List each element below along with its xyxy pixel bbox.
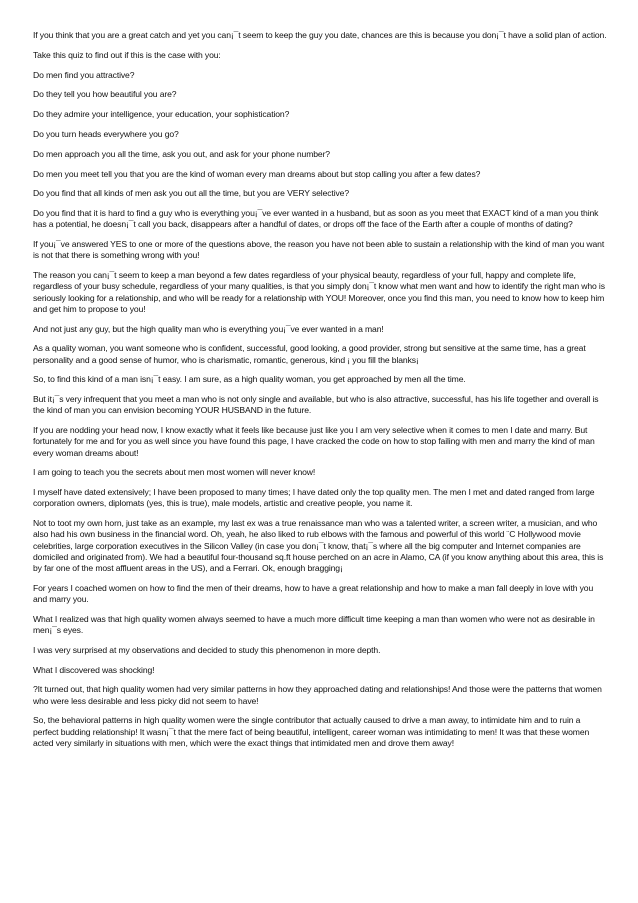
body-paragraph-quality-woman: As a quality woman, you want someone who is confident, successful, good looking, a good provider, strong but sensitive at the same time, has a great personality and a good sense of humor, who is charismatic, romantic, generous, kind ¡ you fill the blanks¡ <box>33 343 586 365</box>
quiz-question-selective: Do you find that all kinds of men ask you out all the time, but you are VERY selective? <box>33 188 349 199</box>
quiz-question-intelligence: Do they admire your intelligence, your education, your sophistication? <box>33 109 290 120</box>
body-paragraph-answered-yes: If you¡¯ve answered YES to one or more of the questions above, the reason you have not been able to sustain a relationship with the kind of man you want is not that there is something wrong with you! <box>33 239 605 261</box>
body-paragraph-reason: The reason you can¡¯t seem to keep a man beyond a few dates regardless of your physical beauty, regardless of your full, happy and complete life, regardless of your busy schedule, regardless of your many qualities, is that you simply don¡¯t know what men want and how to identify the right man who is seriously looking for a relationship, and who will be ready for a relationship with YOU! Moreover, once you find this man, you need to know how to keep him and get him to propose to you! <box>33 270 605 314</box>
body-paragraph-surprised: I was very surprised at my observations and decided to study this phenomenon in more depth. <box>33 644 381 655</box>
body-paragraph-patterns: ?It turned out, that high quality women had very similar patterns in how they approached dating and relationships! And those were the patterns that women who were less desirable and less picky did not seem to have! <box>33 684 602 706</box>
body-paragraph-renaissance-man: Not to toot my own horn, just take as an example, my last ex was a true renaissance man who was a talented writer, a screen writer, a musician, and who also had his own business in the financial word. Oh, yeah, he also liked to rub elbows with the famous and powerful of this world ¨C Hollywood movie celebrities, large corporation executives in the Silicon Valley (in case you don¡¯t know, that¡¯s where all the big computer and Internet companies are domiciled and originated from). We had a beautiful four-thousand sq.ft house perched on an acre in Alamo, CA (if you know anything about this area, this is by far one of the most affluent areas in the US), and a Ferrari. Ok, enough bragging¡ <box>33 518 604 573</box>
body-paragraph-dated-extensively: I myself have dated extensively; I have been proposed to many times; I have dated only the top quality men. The men I met and dated ranged from large corporation owners, diplomats (yes, this is true), male models, artistic and creative people, you name it. <box>33 487 595 509</box>
body-paragraph-secrets: I am going to teach you the secrets about men most women will never know! <box>33 467 316 478</box>
body-paragraph-not-easy: So, to find this kind of a man isn¡¯t easy. I am sure, as a high quality woman, you get approached by men all the time. <box>33 374 466 385</box>
quiz-question-approach: Do men approach you all the time, ask you out, and ask for your phone number? <box>33 148 330 159</box>
body-paragraph-infrequent: But it¡¯s very infrequent that you meet a man who is not only single and available, but who is also attractive, successful, has his life together and overall is the kind of man you can envision becoming YOUR HUSBAND in the future. <box>33 394 599 416</box>
body-paragraph-shocking: What I discovered was shocking! <box>33 664 155 675</box>
quiz-question-attractive: Do men find you attractive? <box>33 69 135 80</box>
body-paragraph-behavioral-patterns: So, the behavioral patterns in high quality women were the single contributor that actually caused to drive a man away, to intimidate him and to ruin a perfect budding relationship! It wasn¡¯t that the mere fact of being beautiful, intelligent, career woman was intimidating to men! It was that these women acted very similarly in situations with men, which were the exact things that intimidated men and drove them away! <box>33 715 590 748</box>
quiz-question-turn-heads: Do you turn heads everywhere you go? <box>33 128 179 139</box>
body-paragraph-coached-women: For years I coached women on how to find the men of their dreams, how to have a great relationship and how to make a man fall deeply in love with you and marry you. <box>33 582 594 604</box>
body-paragraph-high-quality-man: And not just any guy, but the high quality man who is everything you¡¯ve ever wanted in a man! <box>33 323 384 334</box>
quiz-question-hard-to-find: Do you find that it is hard to find a guy who is everything you¡¯ve ever wanted in a husband, but as soon as you meet that EXACT kind of a man you think has a potential, he doesn¡¯t call you back, disappears after a handful of dates, or drops off the face of the Earth after a couple of months of dating? <box>33 208 599 230</box>
body-paragraph-nodding: If you are nodding your head now, I know exactly what it feels like because just like you I am very selective when it comes to men I date and marry. But fortunately for me and for you as well since you have found this page, I have cracked the code on how to stop failing with men and marry the kind of man every woman dreams about! <box>33 425 595 458</box>
quiz-question-beautiful: Do they tell you how beautiful you are? <box>33 89 177 100</box>
document-page <box>33 30 607 758</box>
quiz-intro: Take this quiz to find out if this is the case with you: <box>33 49 221 60</box>
quiz-question-stop-calling: Do men you meet tell you that you are the kind of woman every man dreams about but stop calling you after a few dates? <box>33 168 481 179</box>
intro-paragraph: If you think that you are a great catch and yet you can¡¯t seem to keep the guy you date, chances are this is because you don¡¯t have a solid plan of action. <box>33 30 607 40</box>
body-paragraph-realized: What I realized was that high quality women always seemed to have a much more difficult time keeping a man than women who were not as desirable in men¡¯s eyes. <box>33 613 595 635</box>
